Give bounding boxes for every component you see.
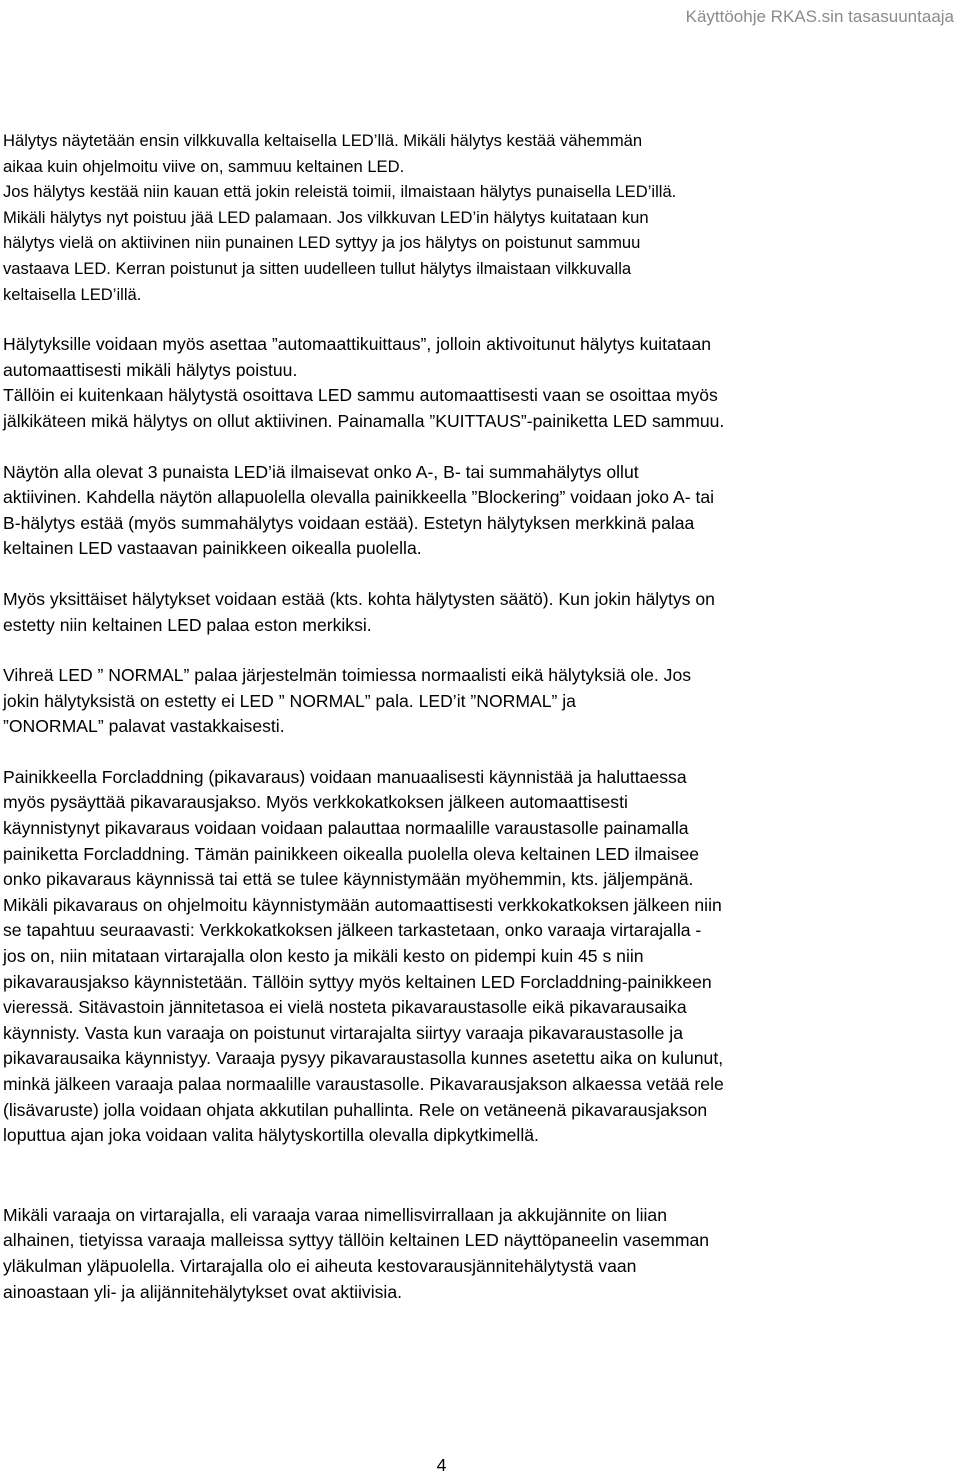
paragraph-alarm-display xyxy=(3,128,955,307)
text-line: Vihreä LED ” NORMAL” palaa järjestelmän toimiessa normaalisti eikä hälytyksiä ole. Jos xyxy=(3,665,692,686)
text-line: minkä jälkeen varaaja palaa normaalille varaustasolle. Pikavarausjakson alkaessa vetää rele xyxy=(3,1074,724,1094)
text-line: käynnistynyt pikavaraus voidaan voidaan palauttaa normaalille varaustasolle painamalla xyxy=(3,818,689,839)
text-line: (lisävaruste) jolla voidaan ohjata akkutilan puhallinta. Rele on vetäneenä pikavarausjakson xyxy=(3,1099,708,1120)
running-header-title: Käyttöohje RKAS.sin tasasuuntaaja xyxy=(685,7,954,26)
text-line: jos on, niin mitataan virtarajalla olon kesto ja mikäli kesto on pidempi kuin 45 s niin xyxy=(3,946,644,967)
page-number: 4 xyxy=(436,1455,447,1475)
paragraph-forcladdning xyxy=(3,765,955,1149)
text-line: pikavarausaika käynnistyy. Varaaja pysyy pikavaraustasolla kunnes asetettu aika on kulunut, xyxy=(3,1048,724,1069)
text-line: käynnisty. Vasta kun varaaja on poistunut virtarajalta siirtyy varaaja pikavaraustasolle ja xyxy=(3,1022,683,1043)
text-line: Painikkeella Forcladdning (pikavaraus) voidaan manuaalisesti käynnistää ja haluttaessa xyxy=(3,766,687,787)
paragraph-current-limit xyxy=(3,1203,955,1305)
text-line: ainoastaan yli- ja alijännitehälytykset ovat aktiivisia. xyxy=(3,1281,402,1302)
text-line: se tapahtuu seuraavasti: Verkkokatkoksen jälkeen tarkastetaan, onko varaaja virtarajalla - xyxy=(3,920,702,941)
text-line: Mikäli varaaja on virtarajalla, eli varaaja varaa nimellisvirrallaan ja akkujännite on liian xyxy=(3,1204,667,1225)
text-line: Jos hälytys kestää niin kauan että jokin releistä toimii, ilmaistaan hälytys punaisella LED’illä. xyxy=(3,182,677,202)
text-line: myös pysäyttää pikavarausjakso. Myös verkkokatkoksen jälkeen automaattisesti xyxy=(3,792,628,813)
text-line: alhainen, tietyissa varaaja malleissa syttyy tällöin keltainen LED näyttöpaneelin vasemman xyxy=(3,1230,710,1251)
text-line: loputtua ajan joka voidaan valita hälytyskortilla olevalla dipkytkimellä. xyxy=(3,1125,539,1146)
text-line: B-hälytys estää (myös summahälytys voidaan estää). Estetyn hälytyksen merkkinä palaa xyxy=(3,512,695,533)
text-line: Mikäli hälytys nyt poistuu jää LED palamaan. Jos vilkkuvan LED’in hälytys kuitataan kun xyxy=(3,207,649,227)
paragraph-auto-acknowledge xyxy=(3,332,955,434)
paragraph-red-leds xyxy=(3,460,955,562)
text-line: vastaava LED. Kerran poistunut ja sitten uudelleen tullut hälytys ilmaistaan vilkkuvalla xyxy=(3,258,632,278)
text-line: keltainen LED vastaavan painikkeen oikealla puolella. xyxy=(3,538,422,559)
text-line: painiketta Forcladdning. Tämän painikkeen oikealla puolella oleva keltainen LED ilmaisee xyxy=(3,843,700,864)
text-line: Tällöin ei kuitenkaan hälytystä osoittava LED sammu automaattisesti vaan se osoittaa myös xyxy=(3,385,718,406)
text-line: Näytön alla olevat 3 punaista LED’iä ilmaisevat onko A-, B- tai summahälytys ollut xyxy=(3,461,639,482)
text-line: jokin hälytyksistä on estetty ei LED ” NORMAL” pala. LED’it ”NORMAL” ja xyxy=(3,690,576,711)
text-line: hälytys vielä on aktiivinen niin punainen LED syttyy ja jos hälytys on poistunut sammuu xyxy=(3,233,641,253)
text-line: automaattisesti mikäli hälytys poistuu. xyxy=(3,359,298,380)
text-line: yläkulman yläpuolella. Virtarajalla olo ei aiheuta kestovarausjännitehälytystä vaan xyxy=(3,1255,637,1276)
text-line: onko pikavaraus käynnissä tai että se tulee käynnistymään myöhemmin, kts. jäljempänä. xyxy=(3,869,694,890)
text-line: keltaisella LED’illä. xyxy=(3,284,142,304)
paragraph-green-led xyxy=(3,663,955,740)
text-line: aikaa kuin ohjelmoitu viive on, sammuu keltainen LED. xyxy=(3,156,405,176)
text-line: Hälytyksille voidaan myös asettaa ”automaattikuittaus”, jolloin aktivoitunut hälytys kuitataan xyxy=(3,334,712,355)
text-line: ”ONORMAL” palavat vastakkaisesti. xyxy=(3,716,285,737)
text-line: jälkikäteen mikä hälytys on ollut aktiivinen. Painamalla ”KUITTAUS”-painiketta LED sammuu. xyxy=(3,410,725,431)
text-line: Hälytys näytetään ensin vilkkuvalla keltaisella LED’llä. Mikäli hälytys kestää vähemmän xyxy=(3,131,643,150)
document-body xyxy=(3,128,955,1305)
text-line: aktiivinen. Kahdella näytön allapuolella olevalla painikkeella ”Blockering” voidaan joko A- tai xyxy=(3,487,715,508)
text-line: estetty niin keltainen LED palaa eston merkiksi. xyxy=(3,614,372,635)
text-line: vieressä. Sitävastoin jännitetasoa ei vielä nosteta pikavaraustasolle eikä pikavarausaika xyxy=(3,997,687,1018)
paragraph-individual-alarms xyxy=(3,587,955,638)
text-line: Myös yksittäiset hälytykset voidaan estää (kts. kohta hälytysten säätö). Kun jokin hälytys on xyxy=(3,588,715,609)
text-line: Mikäli pikavaraus on ohjelmoitu käynnistymään automaattisesti verkkokatkoksen jälkeen niin xyxy=(3,894,722,915)
text-line: pikavarausjakso käynnistetään. Tällöin syttyy myös keltainen LED Forcladdning-painikkeen xyxy=(3,971,712,992)
